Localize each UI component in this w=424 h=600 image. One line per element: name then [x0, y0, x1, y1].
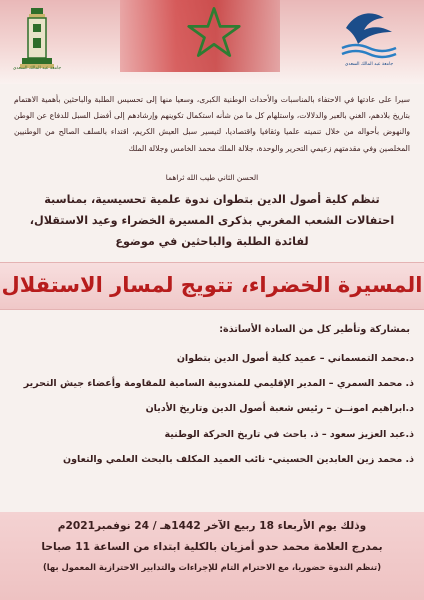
faculty-minaret-logo-icon [20, 6, 54, 70]
left-logo-caption: جامعة عبد المالك السعدي [12, 66, 62, 71]
participants-heading: بمشاركة وتأطير كل من السادة الأساتذة: [219, 324, 410, 335]
announcement-line-1: تنظم كلية أصول الدين بتطوان ندوة علمية تحسيسية، بمناسبة [44, 193, 380, 206]
announcement-line-3: لفائدة الطلبة والباحثين في موضوع [115, 235, 309, 248]
announcement-line-2: احتفالات الشعب المغربي بذكرى المسيرة الخضراء وعيد الاستقلال، [29, 214, 395, 227]
organizer-announcement [8, 189, 416, 252]
event-venue: بمدرج العلامة محمد حدو أمزيان بالكلية ابتداء من الساعة 11 صباحا [41, 541, 383, 553]
participant-item: د.محمد التمسماني – عميد كلية أصول الدين بتطوان [176, 353, 414, 364]
attendance-note: (تنظم الندوة حضوريا، مع الاحترام التام للإجراءات والتدابير الاحترازية المعمول بها) [42, 562, 382, 572]
right-logo-caption: جامعة عبد المالك السعدي [344, 62, 394, 67]
participant-item: د.ابراهيم امونــن – رئيس شعبة أصول الدين وتاريخ الأديان [145, 403, 414, 415]
participants-list [8, 348, 414, 474]
intro-closing: الحسن الثاني طيب الله ثراهما [165, 173, 259, 182]
event-date: وذلك يوم الأربعاء 18 ربيع الآخر 1442هـ / 24 نوفمبر2021م [57, 520, 367, 532]
intro-paragraph: سيرا على عادتها في الاحتفاء بالمناسبات والأحداث الوطنية الكبرى، وسعيا منها إلى تحسيس الطلبة والباحثين بأهمية الاهتمام بتاريخ بلادهم، الغني بالعبر والدلالات، واستلهام كل ما من شأنه استكمال تكوينهم وإرشادهم إلى أفضل السبل للدفاع عن الوطن والنهوض بأحواله من خلال تنميته علميا وثقافيا واقتصاديا، لتيسير سبل العيش الكريم، اقتداء بالسلف الصالح من الوطنيين المخلصين وفي مقدمتهم زعيمي التحرير والوحدة، جلالة الملك محمد الخامس وجلالة الملك [14, 95, 410, 153]
event-details [8, 516, 416, 577]
green-star-icon [186, 4, 242, 60]
participant-item: ذ. محمد زين العابدين الحسيني- نائب العميد المكلف بالبحث العلمي والتعاون [63, 453, 414, 465]
participant-item: ذ. محمد السمري – المدير الإقليمي للمندوبية السامية للمقاومة وأعضاء جيش التحرير [23, 378, 414, 390]
seminar-title: المسيرة الخضراء، تتويج لمسار الاستقلال [1, 273, 423, 297]
header-banner [0, 0, 424, 84]
participant-item: ذ.عبد العزيز سعود – ذ. باحث في تاريخ الحركة الوطنية [164, 428, 414, 440]
university-bird-logo-icon [338, 6, 400, 62]
